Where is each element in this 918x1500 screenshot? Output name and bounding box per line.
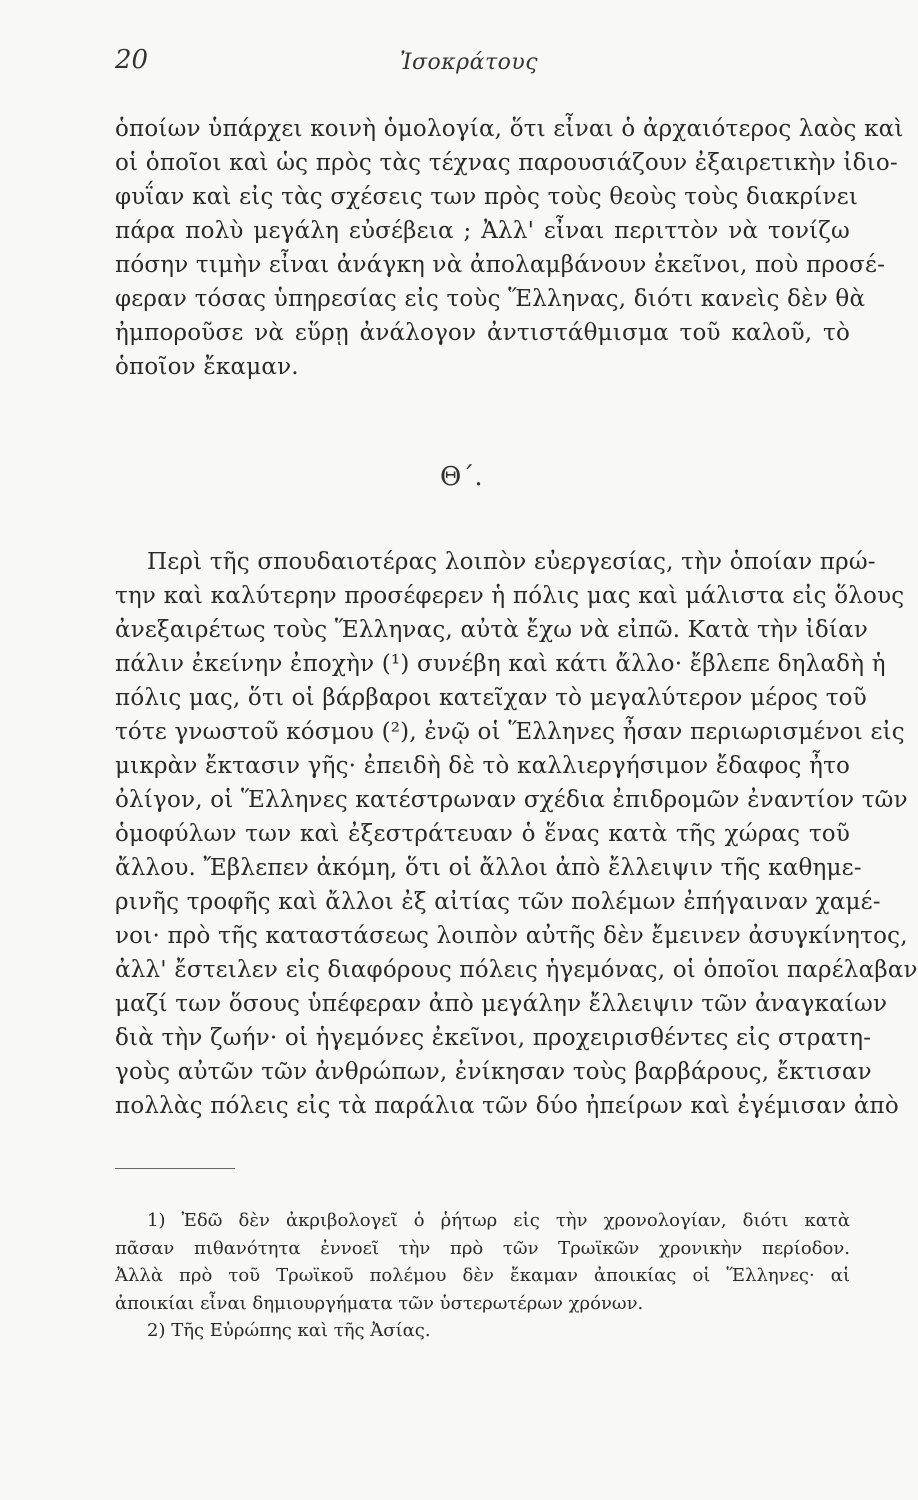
text-line: πόλις μας, ὅτι οἱ βάρβαροι κατεῖχαν τὸ μεγαλύτερον μέρος τοῦ <box>115 685 867 711</box>
text-line: πάλιν ἐκείνην ἐποχὴν (¹) συνέβη καὶ κάτι ἄλλο· ἔβλεπε δηλαδὴ ἡ <box>115 651 886 677</box>
text-line: ἀνεξαιρέτως τοὺς Ἕλληνας, αὐτὰ ἔχω νὰ εἰπῶ. Κατὰ τὴν ἰδίαν <box>115 617 869 643</box>
text-line: Περὶ τῆς σπουδαιοτέρας λοιπὸν εὐεργεσίας, τὴν ὁποίαν πρώ- <box>147 549 876 575</box>
footnote-line: 1) Ἐδῶ δὲν ἀκριβολογεῖ ὁ ῥήτωρ εἰς τὴν χρονολογίαν, διότι κατὰ <box>147 1210 850 1231</box>
text-line: πολλὰς πόλεις εἰς τὰ παράλια τῶν δύο ἠπείρων καὶ ἐγέμισαν ἀπὸ <box>115 1093 899 1119</box>
text-line: την καὶ καλύτερην προσέφερεν ἡ πόλις μας καὶ μάλιστα εἰς ὅλους <box>115 583 905 609</box>
footnote-line: Ἀλλὰ πρὸ τοῦ Τρωϊκοῦ πολέμου δὲν ἔκαμαν ἀποικίας οἱ Ἕλληνες· αἱ <box>115 1265 850 1286</box>
text-line: διὰ τὴν ζωήν· οἱ ἡγεμόνες ἐκεῖνοι, προχειρισθέντες εἰς στρατη- <box>115 1025 872 1051</box>
text-line: ὁποίων ὑπάρχει κοινὴ ὁμολογία, ὅτι εἶναι ὁ ἀρχαιότερος λαὸς καὶ <box>115 116 904 142</box>
footnote-line: 2) Τῆς Εὐρώπης καὶ τῆς Ἀσίας. <box>147 1320 431 1341</box>
section-heading: Θ΄. <box>440 462 483 492</box>
text-line: ἠμποροῦσε νὰ εὕρῃ ἀνάλογον ἀντιστάθμισμα τοῦ καλοῦ, τὸ <box>115 320 850 346</box>
text-line: πάρα πολὺ μεγάλη εὐσέβεια ; Ἀλλ' εἶναι περιττὸν νὰ τονίζω <box>115 218 850 244</box>
text-line: φυΐαν καὶ εἰς τὰς σχέσεις των πρὸς τοὺς θεοὺς τοὺς διακρίνει <box>115 184 859 210</box>
running-title: Ἰσοκράτους <box>400 50 539 75</box>
text-line: μικρὰν ἔκτασιν γῆς· ἐπειδὴ δὲ τὸ καλλιεργήσιμον ἔδαφος ἦτο <box>115 753 851 779</box>
text-line: ὁποῖον ἔκαμαν. <box>115 354 299 380</box>
paragraph-2 <box>115 545 918 1123</box>
page-number: 20 <box>115 45 149 75</box>
text-line: ἀλλ' ἔστειλεν εἰς διαφόρους πόλεις ἡγεμόνας, οἱ ὁποῖοι παρέλαβαν <box>115 957 918 983</box>
text-line: φεραν τόσας ὑπηρεσίας εἰς τοὺς Ἕλληνας, διότι κανεὶς δὲν θὰ <box>115 286 866 312</box>
text-line: ὀλίγον, οἱ Ἕλληνες κατέστρωναν σχέδια ἐπιδρομῶν ἐναντίον τῶν <box>115 787 908 813</box>
text-line: ὁμοφύλων των καὶ ἐξεστράτευαν ὁ ἕνας κατὰ τῆς χώρας τοῦ <box>115 821 850 847</box>
footnote-divider <box>115 1168 235 1169</box>
footnotes <box>115 1207 850 1345</box>
text-line: ἄλλου. Ἔβλεπεν ἀκόμη, ὅτι οἱ ἄλλοι ἀπὸ ἔλλειψιν τῆς καθημε- <box>115 855 862 881</box>
text-line: οἱ ὁποῖοι καὶ ὡς πρὸς τὰς τέχνας παρουσιάζουν ἐξαιρετικὴν ἰδιο- <box>115 150 898 176</box>
text-line: νοι· πρὸ τῆς καταστάσεως λοιπὸν αὐτῆς δὲν ἔμεινεν ἀσυγκίνητος, <box>115 923 908 949</box>
paragraph-1 <box>115 112 904 384</box>
text-line: μαζί των ὅσους ὑπέφεραν ἀπὸ μεγάλην ἔλλειψιν τῶν ἀναγκαίων <box>115 991 888 1017</box>
text-line: ρινῆς τροφῆς καὶ ἄλλοι ἐξ αἰτίας τῶν πολέμων ἐπήγαιναν χαμέ- <box>115 889 881 915</box>
footnote-line: ἀποικίαι εἶναι δημιουργήματα τῶν ὑστερωτέρων χρόνων. <box>115 1292 644 1314</box>
text-line: πόσην τιμὴν εἶναι ἀνάγκη νὰ ἀπολαμβάνουν ἐκεῖνοι, ποὺ προσέ- <box>115 252 886 278</box>
text-line: γοὺς αὐτῶν τῶν ἀνθρώπων, ἐνίκησαν τοὺς βαρβάρους, ἔκτισαν <box>115 1059 872 1085</box>
text-line: τότε γνωστοῦ κόσμου (²), ἐνῷ οἱ Ἕλληνες ἦσαν περιωρισμένοι εἰς <box>115 719 905 745</box>
footnote-line: πᾶσαν πιθανότητα ἐννοεῖ τὴν πρὸ τῶν Τρωϊκῶν χρονικὴν περίοδον. <box>115 1237 850 1259</box>
